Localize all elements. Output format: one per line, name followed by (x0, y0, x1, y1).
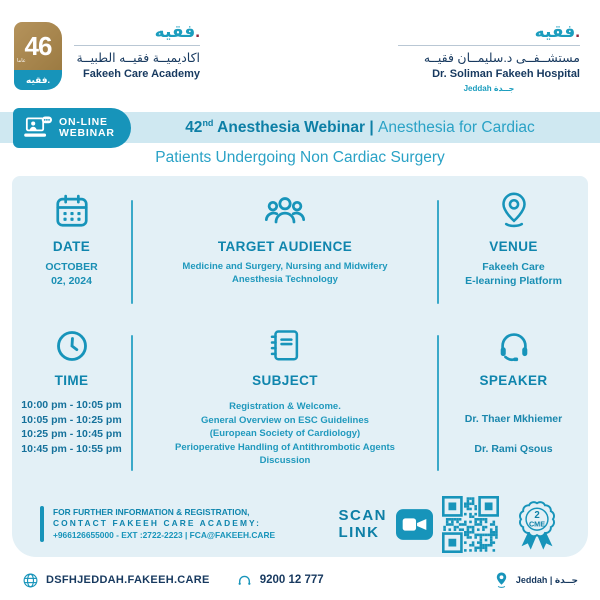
scan-word: SCAN (338, 507, 387, 524)
notebook-icon (266, 324, 304, 364)
logo-divider (398, 45, 580, 46)
contact-line1: FOR FURTHER INFORMATION & REGISTRATION, (53, 506, 250, 517)
venue-line2: E-learning Platform (465, 275, 562, 287)
speaker-name: Dr. Rami Qsous (474, 443, 553, 455)
location-pin-icon (496, 190, 532, 230)
speaker-title: SPEAKER (479, 373, 548, 388)
academy-logo (74, 22, 200, 82)
info-row-1 (12, 190, 588, 314)
hospital-name-arabic: مستشــفــى د.سليمــان فقيــه (423, 51, 580, 65)
speaker-cell (439, 324, 588, 482)
contact-line2: CONTACT FAKEEH CARE ACADEMY: (53, 518, 261, 529)
logo-divider (74, 45, 200, 46)
time-slots (21, 398, 121, 456)
cme-label: CME (528, 519, 546, 529)
academy-brand-arabic: فقيه (154, 22, 196, 41)
headset-icon (495, 324, 533, 364)
phone-number: 9200 12 777 (259, 574, 324, 586)
anniversary-years-label: عاما (17, 58, 26, 64)
venue-title: VENUE (489, 239, 538, 254)
webinar-title-line2: Patients Undergoing Non Cardiac Surgery (0, 143, 600, 172)
anniversary-number: 46 (24, 30, 52, 61)
time-slot: 10:00 pm - 10:05 pm (21, 399, 122, 411)
subject-title: SUBJECT (252, 373, 318, 388)
webinar-laptop-icon (23, 116, 53, 140)
hospital-name-english: Dr. Soliman Fakeeh Hospital (432, 68, 580, 80)
venue-cell (439, 190, 588, 314)
subject-topics (175, 400, 395, 468)
anniversary-46-badge (14, 22, 62, 90)
brand-dot: . (575, 22, 580, 41)
footer (0, 557, 600, 589)
contact-block (40, 506, 275, 542)
subject-cell (133, 324, 437, 482)
globe-icon (22, 572, 39, 589)
panel-bottom-strip (12, 494, 588, 554)
audience-line1: Medicine and Surgery, Nursing and Midwifery (182, 261, 388, 272)
hospital-logo (398, 22, 580, 93)
speaker-name: Dr. Thaer Mkhiemer (464, 413, 563, 425)
phone-headset-icon (236, 572, 253, 589)
badge-line1: ON-LINE (59, 116, 108, 128)
video-camera-icon (396, 509, 433, 540)
time-title: TIME (54, 373, 89, 388)
academy-name-arabic: اكاديميــة فقيــه الطبيــة (76, 51, 200, 65)
calendar-icon (53, 190, 91, 230)
subject-topic: Perioperative Handling of Antithrombotic Agents (175, 441, 395, 453)
time-cell (12, 324, 131, 482)
anniversary-brand-label: فقيه. (14, 70, 62, 90)
venue-line1: Fakeeh Care (482, 261, 545, 273)
website-link[interactable]: DSFHJEDDAH.FAKEEH.CARE (46, 574, 210, 586)
location-pin-icon (494, 571, 509, 589)
people-icon (264, 190, 306, 230)
subject-topic: Registration & Welcome. (229, 401, 341, 412)
hospital-city: Jeddah جــدة (463, 84, 515, 93)
date-cell (12, 190, 131, 314)
audience-line2: Anesthesia Technology (232, 274, 338, 285)
date-day-year: 02, 2024 (51, 275, 92, 287)
date-title: DATE (52, 239, 91, 254)
title-bold-rest: Anesthesia Webinar | (213, 119, 378, 137)
hospital-brand-arabic: فقيه (534, 22, 576, 41)
subject-topic: General Overview on ESC Guidelines (201, 414, 369, 426)
target-audience-title: TARGET AUDIENCE (217, 239, 353, 254)
subject-topic: (European Society of Cardiology) (209, 428, 361, 439)
accent-bar (40, 506, 44, 542)
online-webinar-badge (13, 108, 131, 148)
title-band (0, 112, 600, 143)
academy-name-english: Fakeeh Care Academy (83, 68, 200, 80)
clock-icon (54, 324, 90, 364)
brand-dot: . (195, 22, 200, 41)
title-ordinal: nd (202, 117, 214, 128)
header (0, 0, 600, 112)
cme-number: 2 (534, 510, 540, 522)
title-light-part: Anesthesia for Cardiac (378, 119, 535, 137)
target-audience-cell (133, 190, 437, 314)
time-slot: 10:25 pm - 10:45 pm (21, 428, 122, 440)
info-panel (12, 176, 588, 557)
date-month: OCTOBER (45, 261, 98, 273)
location-label: Jeddah | جــدة (515, 574, 578, 585)
badge-line2: WEBINAR (59, 127, 115, 139)
info-row-2 (12, 324, 588, 482)
qr-code[interactable] (442, 496, 499, 553)
cme-rosette-badge (508, 494, 566, 554)
title-number: 42 (185, 119, 203, 137)
scan-link-block (338, 494, 566, 554)
subject-topic: Discussion (259, 455, 311, 466)
contact-line3: +966126655000 - EXT :2722-2223 | FCA@FAKEEH.CARE (53, 529, 276, 540)
time-slot: 10:05 pm - 10:25 pm (21, 413, 122, 426)
time-slot: 10:45 pm - 10:55 pm (21, 442, 122, 455)
scan-word: LINK (338, 524, 380, 541)
